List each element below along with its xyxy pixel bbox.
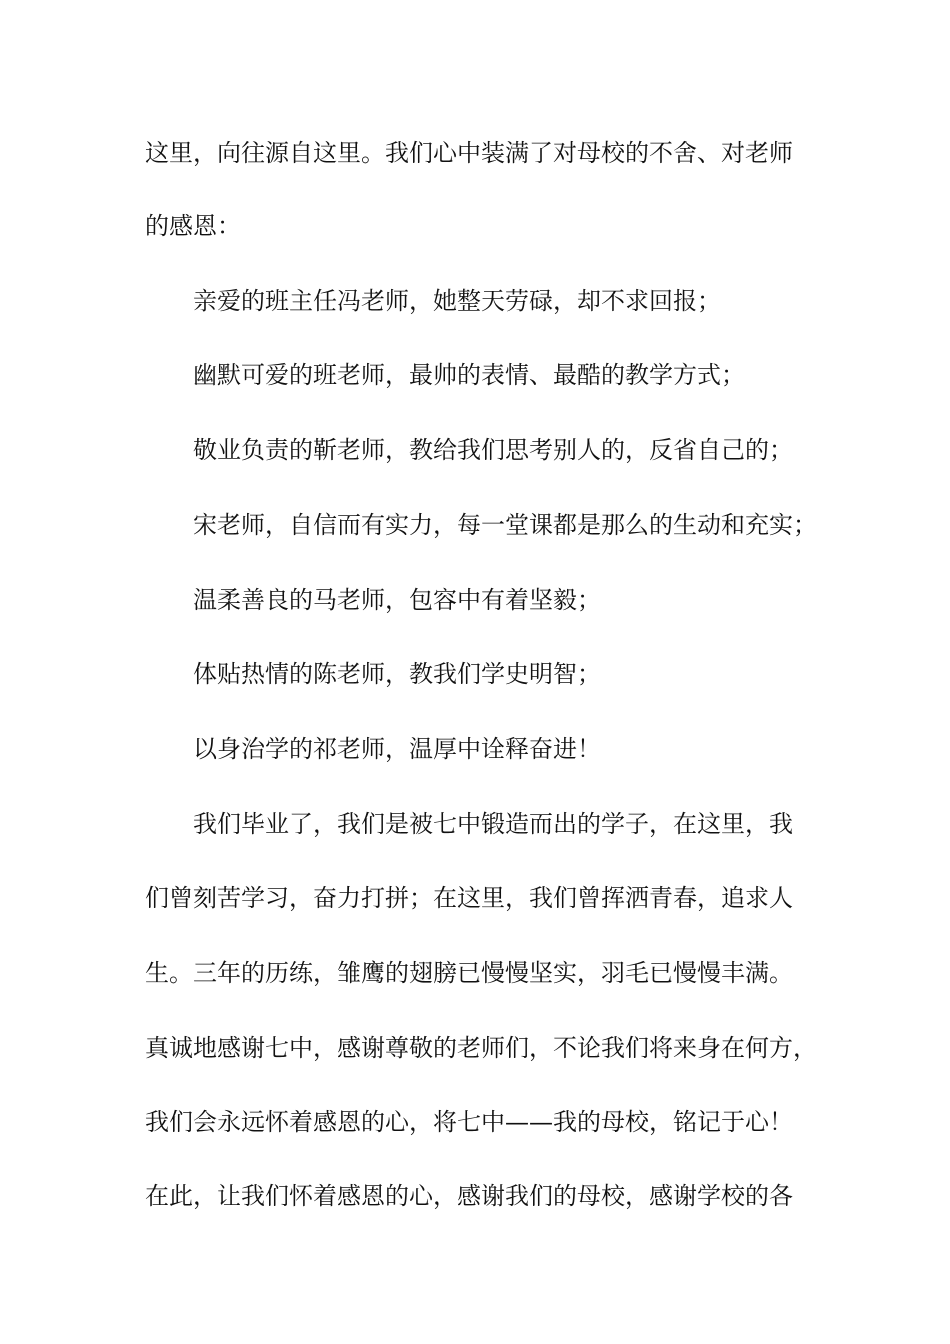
text-line-13: 真诚地感谢七中，感谢尊敬的老师们，不论我们将来身在何方， <box>145 1034 817 1062</box>
text-line-1: 这里，向往源自这里。我们心中装满了对母校的不舍、对老师 <box>145 139 793 167</box>
text-line-6: 宋老师，自信而有实力，每一堂课都是那么的生动和充实； <box>193 511 817 539</box>
text-line-7: 温柔善良的马老师，包容中有着坚毅； <box>193 586 601 614</box>
text-line-14: 我们会永远怀着感恩的心，将七中——我的母校，铭记于心！ <box>145 1108 793 1136</box>
text-line-8: 体贴热情的陈老师，教我们学史明智； <box>193 660 601 688</box>
text-line-5: 敬业负责的靳老师，教给我们思考别人的，反省自己的； <box>193 436 793 464</box>
text-line-4: 幽默可爱的班老师，最帅的表情、最酷的教学方式； <box>193 361 745 389</box>
text-line-10: 我们毕业了，我们是被七中锻造而出的学子，在这里，我 <box>193 810 793 838</box>
text-line-11: 们曾刻苦学习，奋力打拼；在这里，我们曾挥洒青春，追求人 <box>145 884 793 912</box>
text-line-12: 生。三年的历练，雏鹰的翅膀已慢慢坚实，羽毛已慢慢丰满。 <box>145 959 793 987</box>
text-line-15: 在此，让我们怀着感恩的心，感谢我们的母校，感谢学校的各 <box>145 1182 793 1210</box>
text-line-9: 以身治学的祁老师，温厚中诠释奋进！ <box>193 735 601 763</box>
text-line-3: 亲爱的班主任冯老师，她整天劳碌，却不求回报； <box>193 287 721 315</box>
text-line-2: 的感恩： <box>145 212 241 240</box>
